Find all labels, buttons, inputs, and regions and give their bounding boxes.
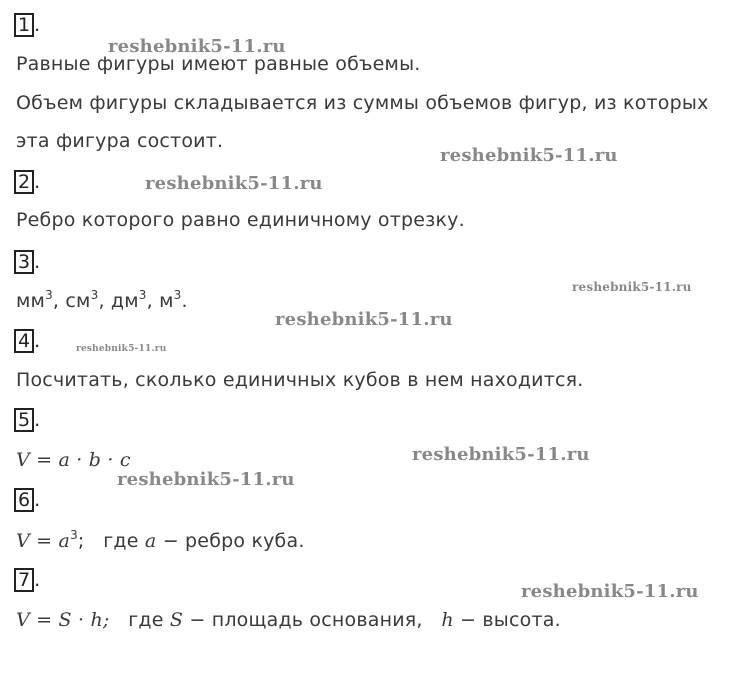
formula-6	[16, 529, 305, 553]
answer-1-line-2: Объем фигуры складывается из суммы объемов фигур, из которых	[16, 92, 709, 114]
answer-3-units: $мм^3$, $см^3$, $дм^3$, $м^3$.	[16, 288, 188, 312]
item-number-5: 5 .	[14, 408, 40, 430]
formula-7	[16, 608, 561, 632]
unit-m: м	[159, 290, 174, 312]
formula-6-semicolon: ;	[77, 530, 85, 552]
watermark: reshebnik5-11.ru	[412, 444, 590, 465]
answer-1-line-1: Равные фигуры имеют равные объемы.	[16, 53, 421, 75]
unit-mm-exponent: 3	[45, 288, 53, 302]
watermark: reshebnik5-11.ru	[76, 344, 167, 354]
answer-4-line-1: Посчитать, сколько единичных кубов в нем находится.	[16, 369, 584, 391]
watermark: reshebnik5-11.ru	[275, 309, 453, 330]
formula-7-var-h: h	[441, 609, 454, 631]
item-number-4: 4 .	[14, 329, 40, 351]
unit-dm: дм	[110, 290, 139, 312]
unit-cm-exponent: 3	[90, 288, 99, 302]
formula-7-where: где	[128, 609, 164, 631]
watermark: reshebnik5-11.ru	[145, 173, 323, 194]
formula-6-exponent: 3	[70, 528, 78, 542]
unit-mm: мм	[16, 290, 46, 312]
formula-5: V = a · b · c	[16, 449, 131, 471]
formula-7-var-s: S	[169, 609, 184, 631]
formula-7-main: V = S · h;	[16, 609, 110, 631]
watermark: reshebnik5-11.ru	[440, 145, 618, 166]
unit-cm: см	[65, 290, 91, 312]
formula-6-var: a	[144, 530, 157, 552]
answer-2-line-1: Ребро которого равно единичному отрезку.	[16, 209, 465, 231]
watermark: reshebnik5-11.ru	[117, 469, 295, 490]
unit-dm-exponent: 3	[138, 288, 147, 302]
item-number-3: 3 .	[14, 250, 40, 272]
formula-7-desc-s: − площадь основания,	[189, 609, 423, 631]
watermark: reshebnik5-11.ru	[572, 280, 692, 294]
item-number-7: 7 .	[14, 568, 40, 590]
item-number-1: 1 .	[14, 13, 40, 35]
formula-6-desc: − ребро куба.	[162, 530, 305, 552]
formula-6-where: где	[103, 530, 139, 552]
item-number-6: 6 .	[14, 488, 40, 510]
item-number-2: 2 .	[14, 170, 40, 192]
formula-7-desc-h: − высота.	[460, 609, 561, 631]
watermark: reshebnik5-11.ru	[521, 581, 699, 602]
formula-6-main: V = a	[16, 530, 71, 552]
answer-1-line-3: эта фигура состоит.	[16, 130, 224, 152]
watermark: reshebnik5-11.ru	[108, 36, 286, 57]
unit-m-exponent: 3	[173, 288, 182, 302]
